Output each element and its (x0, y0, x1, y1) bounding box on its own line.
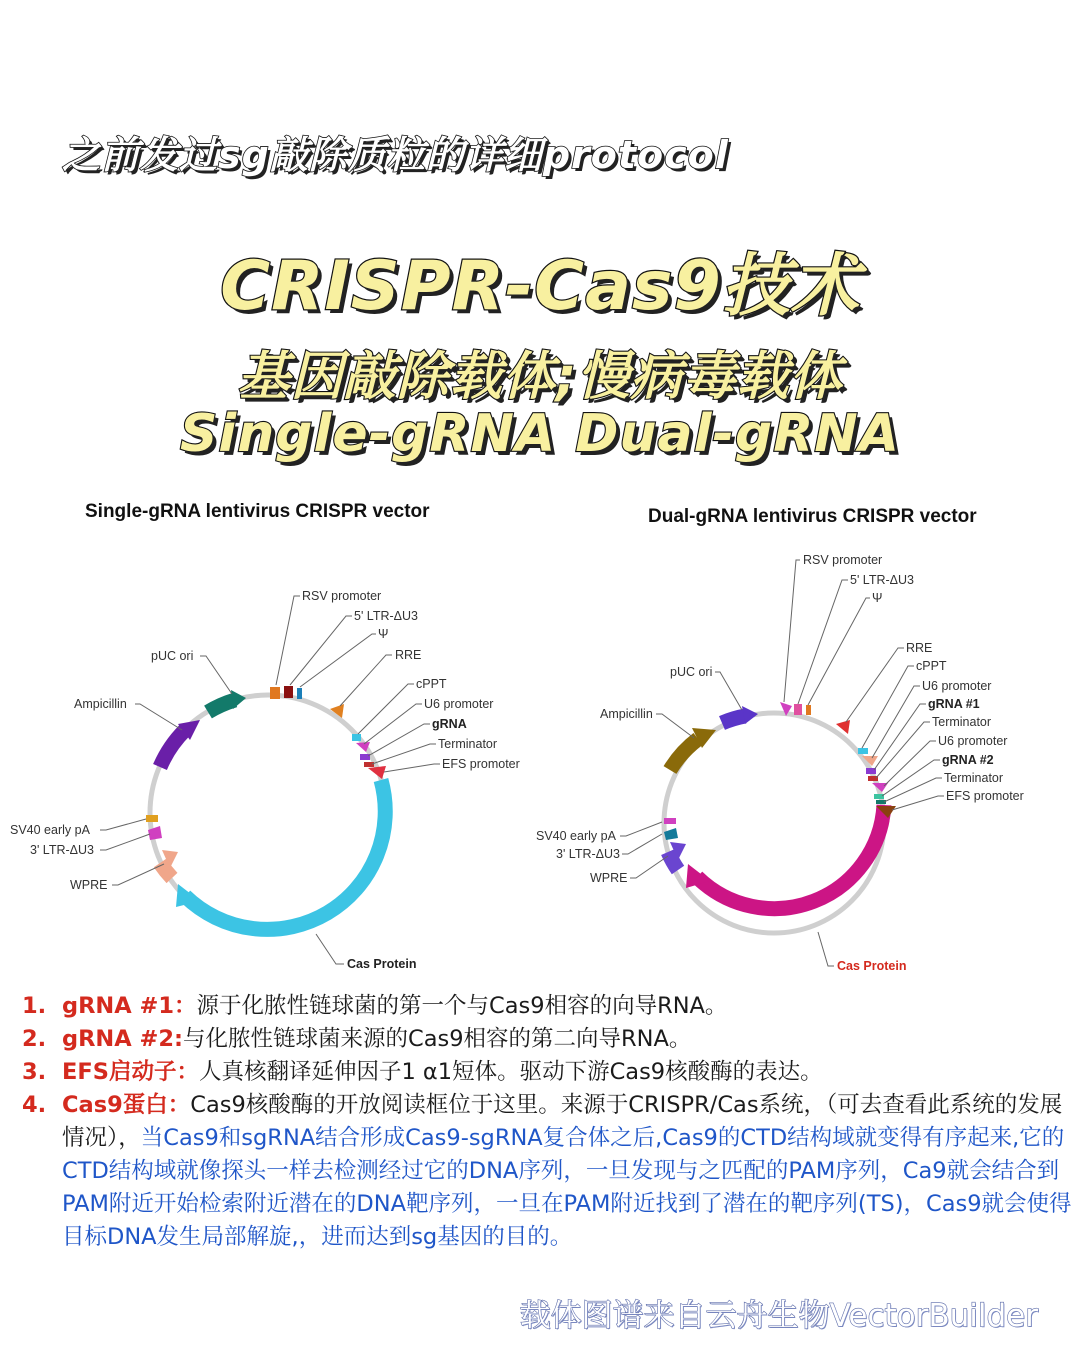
dual-leader-5ltr (798, 580, 848, 704)
dual-label-efs: EFS promoter (946, 789, 1024, 803)
dual-label-u6a: U6 promoter (922, 679, 992, 693)
single-leader-sv40 (100, 819, 146, 830)
single-leader-3ltr (100, 834, 150, 850)
single-label-rre: RRE (395, 648, 422, 662)
subtitle: 基因敲除载体;慢病毒载体 (237, 347, 843, 407)
single-leader-u6 (364, 704, 422, 744)
note-term: EFS启动子： (62, 1059, 199, 1085)
single-ampicillin-arc (160, 730, 185, 767)
dual-label-wpre: WPRE (590, 871, 628, 885)
pre-title: 之前发过sg敲除质粒的详细protocol (62, 133, 729, 177)
dual-leader-rre (846, 648, 904, 722)
source-credit: 载体图谱来自云舟生物VectorBuilder (519, 1298, 1038, 1334)
dual-label-puc: pUC ori (670, 665, 713, 679)
single-label-5ltr: 5' LTR-ΔU3 (354, 609, 418, 623)
dual-label-psi: Ψ (872, 591, 883, 605)
single-cas-protein-arc (185, 780, 385, 929)
single-leader-terminator (372, 744, 436, 764)
dual-leader-efs (892, 796, 944, 810)
single-leader-rre (340, 655, 392, 706)
dual-label-terma: Terminator (932, 715, 992, 729)
note-term: gRNA #2: (62, 1026, 184, 1052)
dual-leader-rsv (784, 560, 800, 702)
dual-label-3ltr: 3' LTR-ΔU3 (556, 847, 620, 861)
main-title: CRISPR-Cas9技术 (220, 247, 860, 326)
single-rsv-feature (270, 687, 280, 699)
single-leader-rsv (276, 596, 300, 685)
dual-leader-3ltr (622, 834, 662, 854)
dual-label-u6b: U6 promoter (938, 734, 1008, 748)
single-leader-amp (135, 704, 182, 730)
dual-label-5ltr: 5' LTR-ΔU3 (850, 573, 914, 587)
single-psi-feature (297, 688, 302, 699)
single-terminator-feature (364, 762, 374, 767)
dual-grna2-feature (874, 794, 884, 799)
single-leader-efs (384, 764, 440, 772)
note-term: gRNA #1： (62, 993, 197, 1019)
single-leader-5ltr (290, 616, 352, 685)
note-number: 2. (22, 1026, 47, 1052)
dual-leader-grna1 (874, 704, 926, 770)
note-number: 1. (22, 993, 47, 1019)
single-label-u6: U6 promoter (424, 697, 494, 711)
dual-ampicillin-arc (670, 739, 698, 770)
dual-label-grna2: gRNA #2 (942, 753, 994, 767)
dual-label-rsv: RSV promoter (803, 553, 883, 567)
single-label-wpre: WPRE (70, 878, 108, 892)
dual-label-rre: RRE (906, 641, 933, 655)
dual-leader-amp (656, 714, 694, 738)
note-text-highlight: 当Cas9和sgRNA结合形成Cas9-sgRNA复合体之后,Cas9的CTD结构域就变得有序起来,它的CTD结构域就像探头一样去检测经过它的DNA序列，一旦发现与之匹配的PAM序列，Ca9就会结合到PAM附近开始检索附近潜在的DNA靶序列，一旦在PAM附近找到了潜在的靶序列(TS)，Cas9就会使得目标DNA发生局部解旋,，进而达到sg基因的目的。 (62, 1125, 1072, 1250)
single-vector-title: Single-gRNA lentivirus CRISPR vector (85, 501, 430, 522)
single-label-puc: pUC ori (151, 649, 194, 663)
dual-leader-cppt (862, 666, 914, 748)
note-number: 3. (22, 1059, 47, 1085)
single-puc-ori-arc (208, 700, 235, 712)
single-leader-puc (200, 656, 232, 694)
dual-leader-sv40 (620, 822, 662, 836)
note-number: 4. (22, 1092, 47, 1118)
single-label-psi: Ψ (378, 627, 389, 641)
dual-label-cas: Cas Protein (837, 959, 907, 973)
single-label-cas: Cas Protein (347, 957, 417, 971)
single-leader-wpre (112, 864, 164, 885)
single-label-terminator: Terminator (438, 737, 498, 751)
single-label-grna: gRNA (432, 717, 467, 731)
note-term: Cas9蛋白： (62, 1092, 191, 1118)
dual-label-termb: Terminator (944, 771, 1004, 785)
single-puc-ori-arrowhead (231, 690, 246, 709)
single-cppt-feature (352, 734, 361, 741)
notes-list (22, 990, 1072, 1254)
note-item-3 (22, 1056, 1072, 1089)
dual-leader-terma (876, 722, 930, 778)
dual-label-sv40: SV40 early pA (536, 829, 616, 843)
vector-maps-figure (0, 480, 1080, 980)
single-label-amp: Ampicillin (74, 697, 127, 711)
single-grna-feature (360, 754, 370, 760)
note-text: 与化脓性链球菌来源的Cas9相容的第二向导RNA。 (183, 1026, 692, 1052)
dual-vector-map (536, 506, 1024, 973)
single-efs-feature (368, 766, 386, 779)
dual-leader-cas (818, 932, 834, 966)
dual-vector-title: Dual-gRNA lentivirus CRISPR vector (648, 506, 977, 527)
single-label-efs: EFS promoter (442, 757, 520, 771)
dual-leader-puc (715, 672, 742, 710)
single-label-cppt: cPPT (416, 677, 447, 691)
note-text: 源于化脓性链球菌的第一个与Cas9相容的向导RNA。 (196, 993, 728, 1019)
dual-psi-feature (806, 705, 811, 715)
dual-leader-wpre (630, 856, 668, 878)
note-item-1 (22, 990, 1072, 1023)
dual-label-amp: Ampicillin (600, 707, 653, 721)
dual-5ltr-feature (794, 704, 802, 715)
dual-leader-grna2 (882, 760, 940, 796)
dual-cppt-feature (858, 748, 868, 754)
subtitle-grna-types: Single-gRNA Dual-gRNA (179, 404, 901, 464)
note-item-4 (22, 1089, 1072, 1254)
single-label-rsv: RSV promoter (302, 589, 382, 603)
single-vector-map (10, 501, 520, 971)
note-text: 人真核翻译延伸因子1 α1短体。驱动下游Cas9核酸酶的表达。 (198, 1059, 823, 1085)
dual-label-grna1: gRNA #1 (928, 697, 980, 711)
dual-puc-ori-arc (722, 716, 745, 723)
note-item-2 (22, 1023, 1072, 1056)
dual-leader-u6a (872, 686, 920, 758)
single-label-sv40: SV40 early pA (10, 823, 90, 837)
dual-leader-termb (884, 778, 942, 802)
dual-sv40-feature (664, 818, 676, 824)
single-5ltr-feature (284, 686, 293, 698)
single-leader-cas (316, 934, 344, 964)
note-text: Cas9核酸酶的开放阅读框位于这里。来源于CRISPR/Cas系统，（可去查看此系统的发展情况）， (62, 1092, 1063, 1151)
single-sv40-feature (146, 815, 158, 822)
dual-leader-psi (808, 598, 870, 705)
dual-label-cppt: cPPT (916, 659, 947, 673)
single-label-3ltr: 3' LTR-ΔU3 (30, 843, 94, 857)
single-leader-grna (368, 724, 430, 756)
